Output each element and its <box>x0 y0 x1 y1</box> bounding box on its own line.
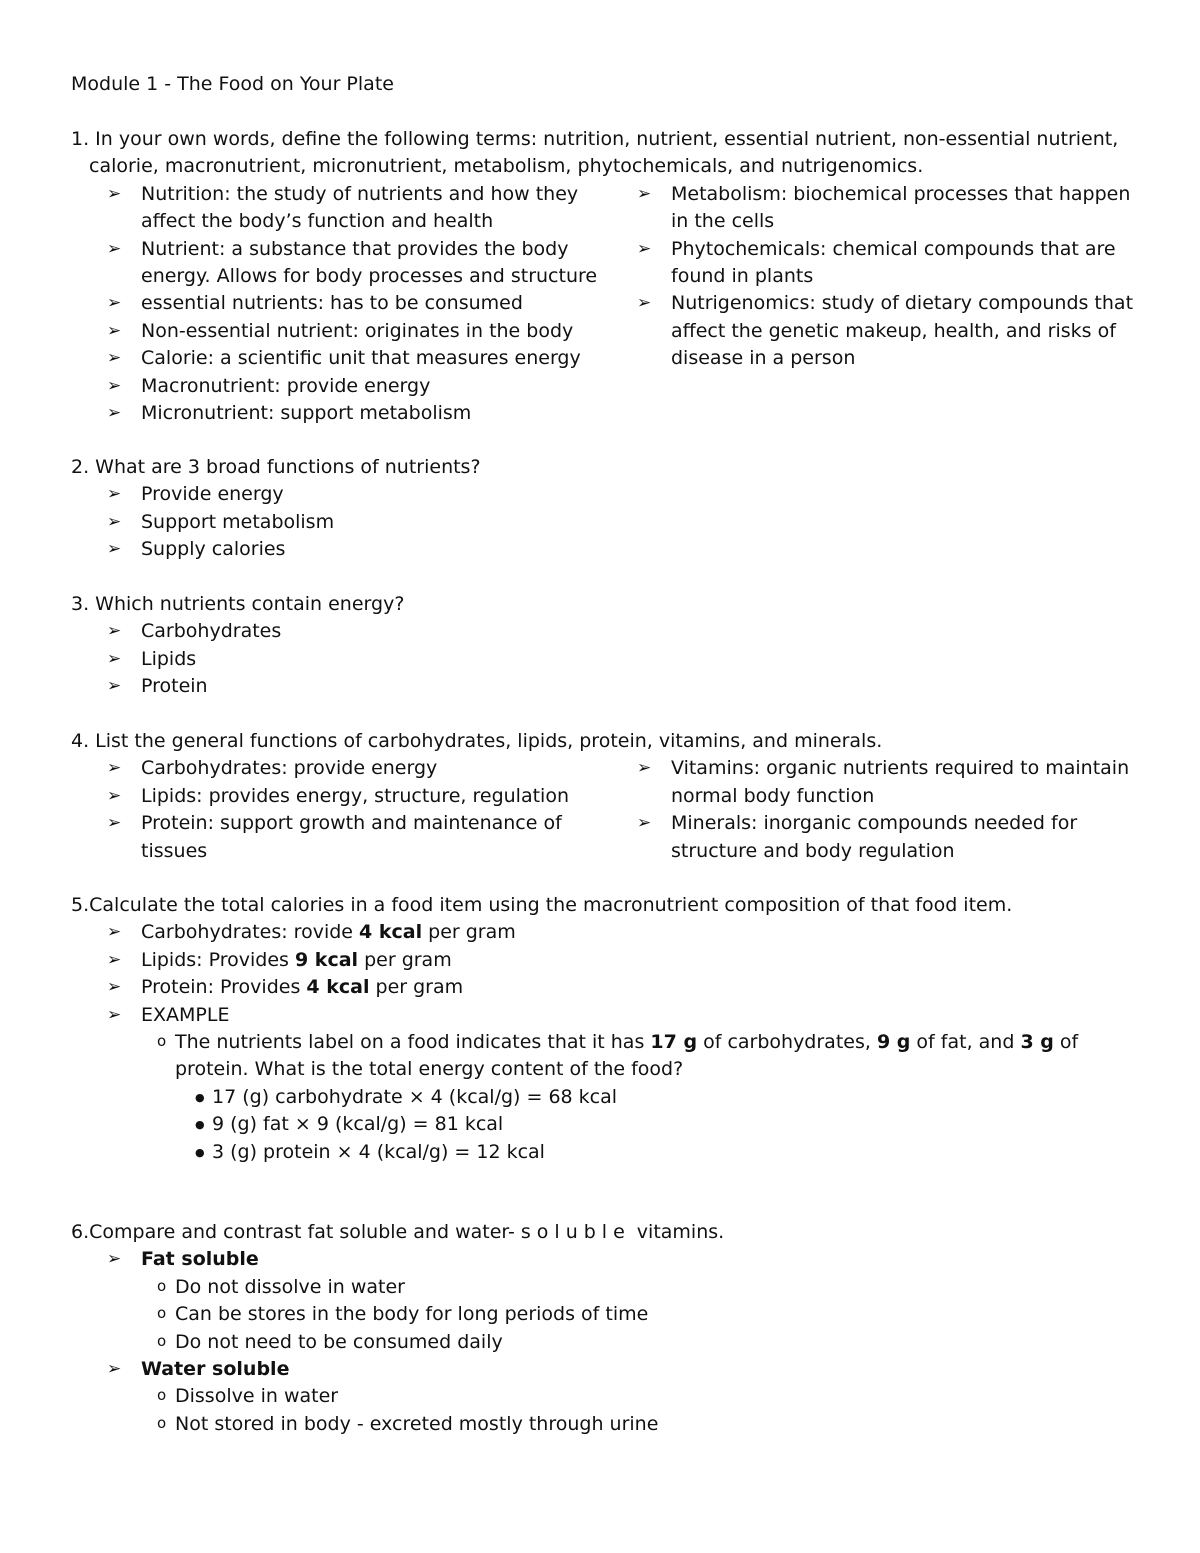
example-text: o The nutrients label on a food indicates that it has 17 g of carbohydrates, 9 g of fat, and 3 g of protein. What is the total energy content of the food? <box>71 1029 1151 1084</box>
list-item: ➢ Supply calories <box>71 536 1151 563</box>
list-item: ➢ Metabolism: biochemical processes that happen in the cells <box>601 181 1141 236</box>
q3-list <box>71 618 1151 700</box>
list-item-protein: ➢ Protein: Provides 4 kcal per gram <box>71 974 1151 1001</box>
list-item-carbohydrates: ➢ Carbohydrates: rovide 4 kcal per gram <box>71 919 1151 946</box>
list-item: ➢ essential nutrients: has to be consumed <box>71 290 601 317</box>
water-soluble-items <box>71 1383 1151 1438</box>
list-item: o Do not dissolve in water <box>71 1274 1151 1301</box>
q4-left-list <box>71 755 601 865</box>
list-item: o Dissolve in water <box>71 1383 1151 1410</box>
q6-fat-list <box>71 1246 1151 1273</box>
question-5-text: 5.Calculate the total calories in a food item using the macronutrient composition of that food item. <box>71 894 1013 916</box>
q1-left-list <box>71 181 601 428</box>
fat-soluble-items <box>71 1274 1151 1356</box>
q4-columns <box>71 755 1151 865</box>
list-item: ➢ Phytochemicals: chemical compounds that are found in plants <box>601 236 1141 291</box>
list-item: o Do not need to be consumed daily <box>71 1329 1151 1356</box>
list-item: ➢ Lipids <box>71 646 1151 673</box>
water-soluble-heading: ➢ Water soluble <box>71 1356 1151 1383</box>
q5-example-list <box>71 1029 1151 1084</box>
list-item: ➢ Vitamins: organic nutrients required to maintain normal body function <box>601 755 1141 810</box>
q5-list <box>71 919 1151 1029</box>
list-item: ➢ Minerals: inorganic compounds needed for structure and body regulation <box>601 810 1141 865</box>
q1-right-list <box>601 181 1141 428</box>
question-1-text: 1. In your own words, define the following terms: nutrition, nutrient, essential nutrient, non-essential nutrient, calorie, macronutrient, micronutrient, metabolism, phytochemicals, and nutrigenomics. <box>71 128 1119 178</box>
q6-water-list <box>71 1356 1151 1383</box>
page-title: Module 1 - The Food on Your Plate <box>71 73 394 95</box>
question-5 <box>71 892 1151 1166</box>
list-item-lipids: ➢ Lipids: Provides 9 kcal per gram <box>71 947 1151 974</box>
list-item: ➢ Nutrigenomics: study of dietary compounds that affect the genetic makeup, health, and risks of disease in a person <box>601 290 1141 372</box>
calc-item: ● 17 (g) carbohydrate × 4 (kcal/g) = 68 kcal <box>71 1084 1151 1111</box>
list-item: ➢ Protein <box>71 673 1151 700</box>
q4-right-list <box>601 755 1141 865</box>
question-4 <box>71 728 1151 865</box>
list-item-example: ➢ EXAMPLE <box>71 1002 1151 1029</box>
q5-calc-list <box>71 1084 1151 1166</box>
list-item: ➢ Lipids: provides energy, structure, regulation <box>71 783 601 810</box>
question-3-text: 3. Which nutrients contain energy? <box>71 593 405 615</box>
fat-soluble-heading: ➢ Fat soluble <box>71 1246 1151 1273</box>
question-4-text: 4. List the general functions of carbohydrates, lipids, protein, vitamins, and minerals. <box>71 730 883 752</box>
question-6 <box>71 1219 1151 1438</box>
question-2 <box>71 454 1151 564</box>
question-2-text: 2. What are 3 broad functions of nutrients? <box>71 456 481 478</box>
list-item: ➢ Micronutrient: support metabolism <box>71 400 601 427</box>
list-item: ➢ Nutrient: a substance that provides the body energy. Allows for body processes and structure <box>71 236 601 291</box>
list-item: o Not stored in body - excreted mostly through urine <box>71 1411 1151 1438</box>
list-item: ➢ Provide energy <box>71 481 1151 508</box>
list-item: ➢ Support metabolism <box>71 509 1151 536</box>
calc-item: ● 9 (g) fat × 9 (kcal/g) = 81 kcal <box>71 1111 1151 1138</box>
q1-columns <box>71 181 1151 428</box>
question-3 <box>71 591 1151 701</box>
list-item: ➢ Carbohydrates <box>71 618 1151 645</box>
list-item: ➢ Macronutrient: provide energy <box>71 373 601 400</box>
list-item: ➢ Non-essential nutrient: originates in the body <box>71 318 601 345</box>
list-item: ➢ Protein: support growth and maintenance of tissues <box>71 810 601 865</box>
q2-list <box>71 481 1151 563</box>
question-1 <box>71 126 1151 427</box>
calc-item: ● 3 (g) protein × 4 (kcal/g) = 12 kcal <box>71 1139 1151 1166</box>
list-item: ➢ Calorie: a scientific unit that measures energy <box>71 345 601 372</box>
question-6-text: 6.Compare and contrast fat soluble and water- soluble vitamins. <box>71 1221 725 1243</box>
list-item: o Can be stores in the body for long periods of time <box>71 1301 1151 1328</box>
list-item: ➢ Nutrition: the study of nutrients and how they affect the body’s function and health <box>71 181 601 236</box>
list-item: ➢ Carbohydrates: provide energy <box>71 755 601 782</box>
